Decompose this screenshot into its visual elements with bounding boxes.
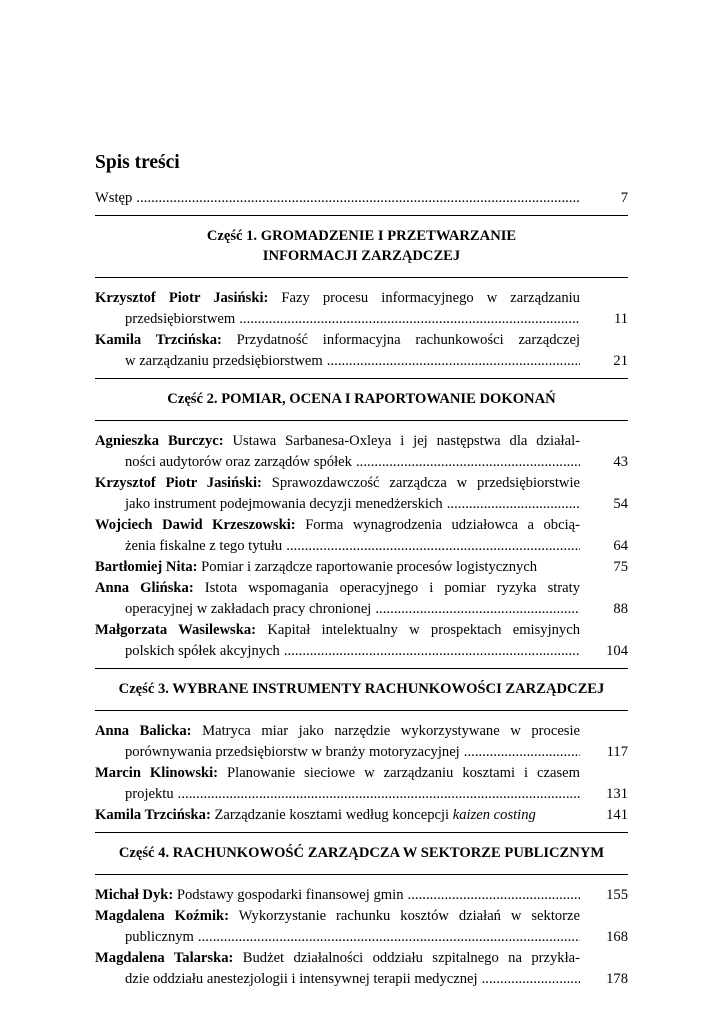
- entry-continuation: [95, 494, 580, 515]
- entry-line: [95, 557, 628, 578]
- dot-leader: [239, 309, 580, 330]
- entry-author: Magdalena Koźmik:: [95, 908, 229, 924]
- entry-title-cont: przedsiębiorstwem: [125, 311, 236, 327]
- entry-line: [95, 742, 628, 763]
- entry-line: [95, 330, 628, 351]
- entry-title-cont: publicznym: [125, 929, 194, 945]
- entry-continuation: [95, 452, 580, 473]
- table-of-contents: [95, 188, 628, 996]
- entry-line: [95, 969, 628, 990]
- entry-title-cont: jako instrument podejmowania decyzji menedżerskich: [125, 496, 443, 512]
- entry-title-cont: operacyjnej w zakładach pracy chronionej: [125, 601, 372, 617]
- entry-lead: [95, 948, 580, 969]
- entry-lead: [95, 885, 580, 906]
- part-heading-3: [95, 669, 628, 710]
- entry-author: Agnieszka Burczyc:: [95, 433, 224, 449]
- entry-title: Przydatność informacyjna rachunkowości zarządczej: [221, 332, 580, 348]
- entry-title-cont: porównywania przedsiębiorstw w branży motoryzacyjnej: [125, 744, 460, 760]
- dot-leader: [482, 969, 580, 990]
- entry-author: Kamila Trzcińska:: [95, 332, 222, 348]
- entry-continuation: [95, 969, 580, 990]
- toc-entry: [95, 473, 628, 515]
- entry-page: 104: [606, 643, 628, 659]
- entry-line: [95, 620, 628, 641]
- entry-title-cont: dzie oddziału anestezjologii i intensywnej terapii medycznej: [125, 971, 478, 987]
- entry-author: Michał Dyk:: [95, 887, 174, 903]
- entry-author: Wojciech Dawid Krzeszowski:: [95, 517, 296, 533]
- toc-entry: [95, 906, 628, 948]
- entry-title: Podstawy gospodarki finansowej gmin: [173, 887, 404, 903]
- entry-line: [95, 721, 628, 742]
- entry-lead: [95, 515, 580, 536]
- dot-leader: [447, 494, 580, 515]
- entry-continuation: [95, 536, 580, 557]
- part-heading-line: Część 2. POMIAR, OCENA I RAPORTOWANIE DOKONAŃ: [167, 391, 556, 407]
- toc-entry: [95, 431, 628, 473]
- intro-label: Wstęp: [95, 190, 133, 206]
- entry-page: 64: [613, 538, 628, 554]
- entry-lead: [95, 557, 580, 578]
- entry-page: 75: [613, 559, 628, 575]
- entry-continuation: [95, 784, 580, 805]
- entry-continuation: [95, 927, 580, 948]
- entry-page: 11: [613, 311, 628, 327]
- toc-entry: [95, 330, 628, 372]
- entry-line: [95, 599, 628, 620]
- entry-lead: [95, 805, 580, 826]
- entry-line: [95, 309, 628, 330]
- entry-page: 168: [606, 929, 628, 945]
- entry-lead: [95, 431, 580, 452]
- toc-entry: [95, 620, 628, 662]
- entry-author: Kamila Trzcińska:: [95, 807, 211, 823]
- toc-entry: [95, 885, 628, 906]
- toc-entry: [95, 515, 628, 557]
- entry-line: [95, 431, 628, 452]
- entry-author: Marcin Klinowski:: [95, 765, 219, 781]
- entry-line: [95, 784, 628, 805]
- entry-line: [95, 805, 628, 826]
- part-heading-line: Część 3. WYBRANE INSTRUMENTY RACHUNKOWOŚCI ZARZĄDCZEJ: [118, 681, 605, 697]
- entry-page: 43: [613, 454, 628, 470]
- entry-lead: [95, 620, 580, 641]
- entry-title: Sprawozdawczość zarządcza w przedsiębiorstwie: [261, 475, 580, 491]
- toc-entry: [95, 948, 628, 990]
- dot-leader: [464, 742, 580, 763]
- entry-lead: [95, 473, 580, 494]
- toc-entry: [95, 763, 628, 805]
- entry-page: 178: [606, 971, 628, 987]
- page-title: Spis treści: [95, 152, 180, 173]
- part-heading-line: INFORMACJI ZARZĄDCZEJ: [262, 248, 461, 264]
- entry-author: Anna Glińska:: [95, 580, 194, 596]
- entry-line: [95, 473, 628, 494]
- dot-leader: [198, 927, 580, 948]
- entry-line: [95, 536, 628, 557]
- entry-title: Kapitał intelektualny w prospektach emisyjnych: [256, 622, 581, 638]
- entry-lead: [95, 763, 580, 784]
- entry-continuation: [95, 351, 580, 372]
- toc-intro: [95, 188, 628, 215]
- part-entries: [95, 875, 628, 996]
- entry-lead: [95, 906, 580, 927]
- intro-page: 7: [620, 190, 628, 206]
- entry-page: 141: [606, 807, 628, 823]
- entry-page: 155: [606, 887, 628, 903]
- entry-title: Forma wynagrodzenia udziałowca a obcią-: [295, 517, 580, 533]
- entry-line: [95, 763, 628, 784]
- part-entries: [95, 421, 628, 668]
- entry-title-italic: kaizen costing: [452, 807, 536, 823]
- entry-lead: [95, 330, 580, 351]
- toc-entry: [95, 578, 628, 620]
- entry-text: [95, 885, 404, 906]
- entry-title-cont: polskich spółek akcyjnych: [125, 643, 280, 659]
- entry-line: [95, 906, 628, 927]
- entry-line: [95, 948, 628, 969]
- entry-page: 131: [606, 786, 628, 802]
- part-heading-line: Część 1. GROMADZENIE I PRZETWARZANIE: [206, 228, 517, 244]
- dot-leader: [375, 599, 580, 620]
- toc-entry: [95, 805, 628, 826]
- entry-title-cont: żenia fiskalne z tego tytułu: [125, 538, 283, 554]
- entry-text: [95, 805, 536, 826]
- entry-author: Bartłomiej Nita:: [95, 559, 198, 575]
- dot-leader: [284, 641, 580, 662]
- entry-continuation: [95, 599, 580, 620]
- entry-title: Planowanie sieciowe w zarządzaniu kosztami i czasem: [218, 765, 580, 781]
- entry-title-cont: projektu: [125, 786, 174, 802]
- entry-author: Krzysztof Piotr Jasiński:: [95, 475, 262, 491]
- toc-entry: [95, 721, 628, 763]
- part-entries: [95, 278, 628, 378]
- entry-title: Ustawa Sarbanesa-Oxleya i jej następstwa dla działal-: [223, 433, 581, 449]
- dot-leader: [408, 885, 581, 906]
- entry-title-cont: ności audytorów oraz zarządów spółek: [125, 454, 352, 470]
- entry-line: [95, 927, 628, 948]
- dot-leader: [327, 351, 580, 372]
- entry-title-cont: w zarządzaniu przedsiębiorstwem: [125, 353, 323, 369]
- part-heading-line: Część 4. RACHUNKOWOŚĆ ZARZĄDCZA W SEKTORZE PUBLICZNYM: [118, 845, 605, 861]
- part-heading-2: [95, 379, 628, 420]
- entry-title: Budżet działalności oddziału szpitalnego na przykła-: [233, 950, 580, 966]
- part-heading-1: [95, 216, 628, 277]
- entry-title: Wykorzystanie rachunku kosztów działań w sektorze: [228, 908, 580, 924]
- entry-continuation: [95, 742, 580, 763]
- entry-continuation: [95, 309, 580, 330]
- entry-line: [95, 494, 628, 515]
- entry-line: [95, 351, 628, 372]
- entry-lead: [95, 721, 580, 742]
- entry-line: [95, 578, 628, 599]
- entry-line: [95, 288, 628, 309]
- entry-author: Magdalena Talarska:: [95, 950, 234, 966]
- entry-title: Fazy procesu informacyjnego w zarządzaniu: [268, 290, 580, 306]
- dot-leader: [356, 452, 580, 473]
- entry-title: Matryca miar jako narzędzie wykorzystywane w procesie: [191, 723, 581, 739]
- part-heading-4: [95, 833, 628, 874]
- entry-title: Pomiar i zarządcze raportowanie procesów logistycznych: [197, 559, 538, 575]
- dot-leader: [178, 784, 580, 805]
- entry-lead: [95, 578, 580, 599]
- entry-title: Istota wspomagania operacyjnego i pomiar ryzyka straty: [193, 580, 580, 596]
- toc-entry: [95, 288, 628, 330]
- entry-line: [95, 452, 628, 473]
- entry-page: 88: [613, 601, 628, 617]
- entry-page: 21: [613, 353, 628, 369]
- entry-line: [95, 885, 628, 906]
- entry-author: Anna Balicka:: [95, 723, 192, 739]
- toc-entry: [95, 557, 628, 578]
- entry-continuation: [95, 641, 580, 662]
- part-entries: [95, 711, 628, 832]
- entry-text: [95, 557, 537, 578]
- entry-page: 54: [613, 496, 628, 512]
- entry-lead: [95, 288, 580, 309]
- entry-title: Zarządzanie kosztami według koncepcji: [210, 807, 453, 823]
- entry-page: 117: [606, 744, 628, 760]
- entry-line: [95, 515, 628, 536]
- dot-leader: [286, 536, 580, 557]
- entry-author: Małgorzata Wasilewska:: [95, 622, 257, 638]
- entry-line: [95, 641, 628, 662]
- entry-author: Krzysztof Piotr Jasiński:: [95, 290, 269, 306]
